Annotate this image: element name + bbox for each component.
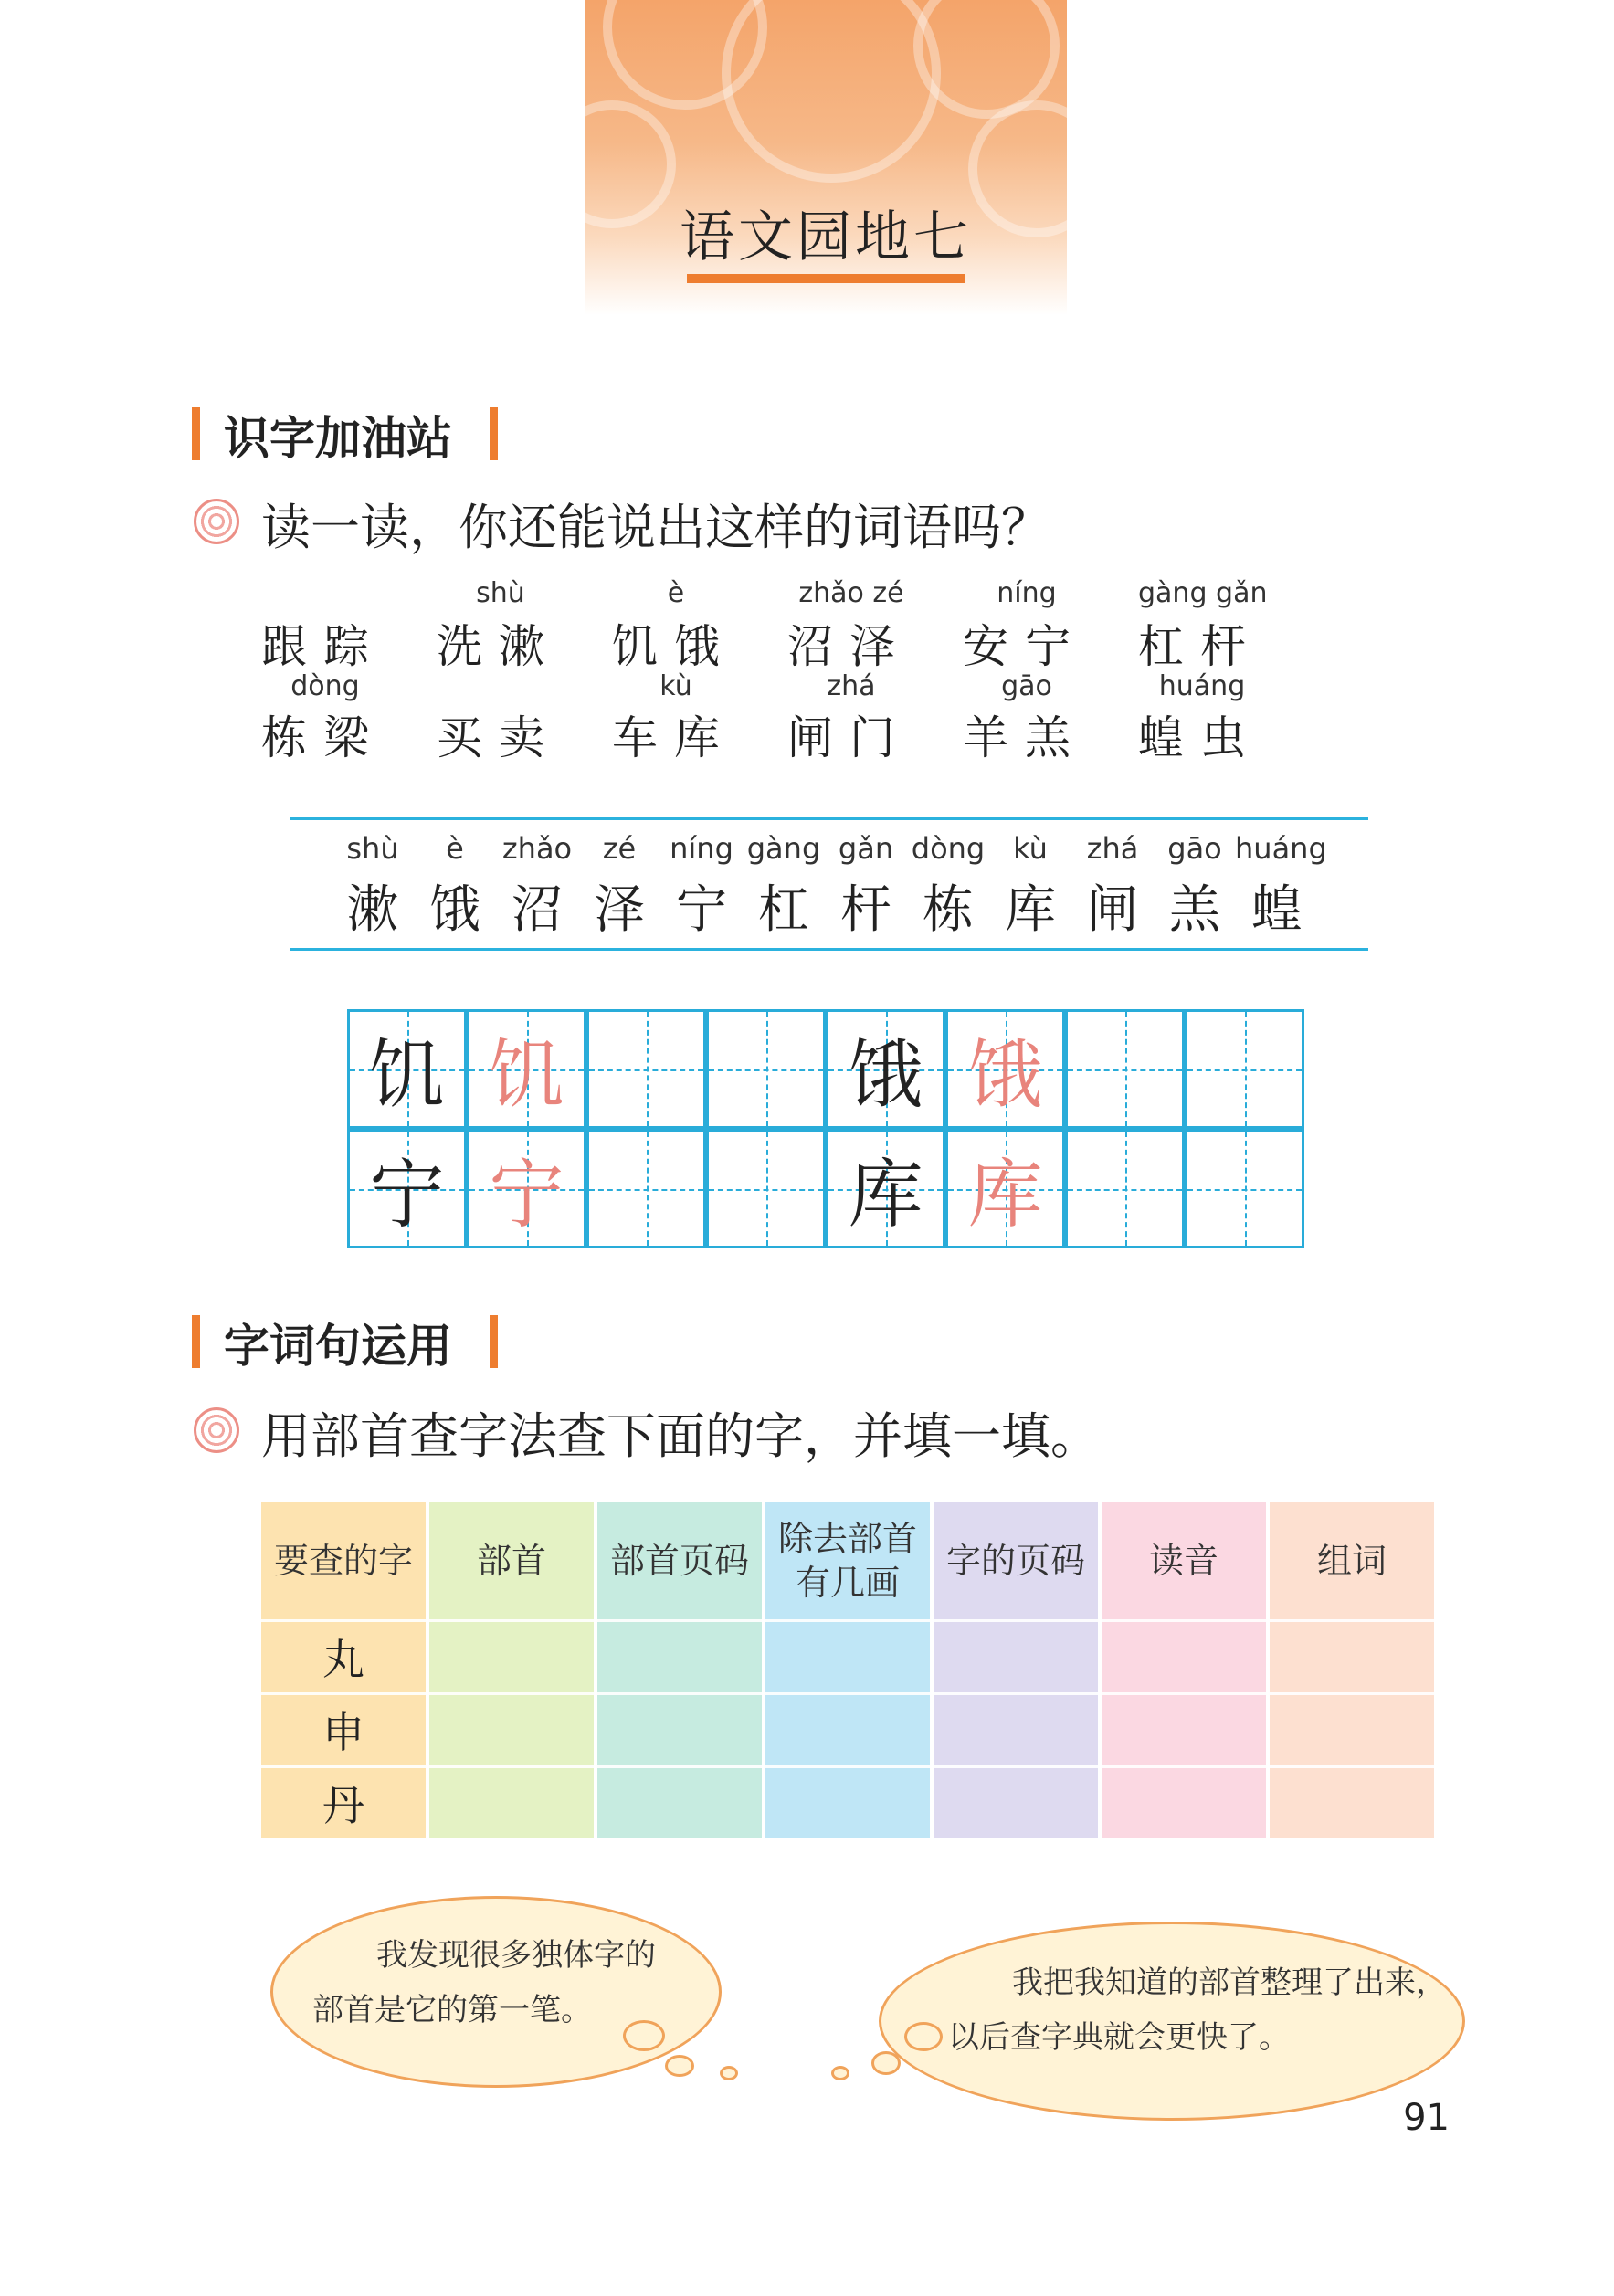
table-cell bbox=[597, 1765, 762, 1838]
thought-dot bbox=[623, 2020, 665, 2051]
word-item: 闸门 bbox=[787, 711, 912, 764]
section-bar-right bbox=[490, 407, 498, 460]
model-char: 宁 bbox=[369, 1152, 445, 1238]
trace-char: 库 bbox=[967, 1152, 1043, 1238]
table-header: 部首 bbox=[476, 1541, 546, 1581]
grid-cell bbox=[1065, 1129, 1185, 1248]
new-char-pinyin: zhǎo bbox=[501, 831, 573, 866]
pinyin-label: dòng bbox=[290, 670, 360, 702]
table-cell bbox=[1102, 1765, 1266, 1838]
table-cell bbox=[765, 1765, 930, 1838]
table-cell bbox=[765, 1619, 930, 1691]
new-char-pinyin: è bbox=[446, 831, 464, 866]
new-char: 泽 bbox=[594, 880, 645, 940]
new-char-pinyin: níng bbox=[670, 831, 733, 866]
section-title-usage: 字词句运用 bbox=[224, 1320, 452, 1373]
pinyin-label: zhǎo zé bbox=[798, 577, 904, 609]
table-cell bbox=[934, 1692, 1098, 1764]
pinyin-label: zhá bbox=[827, 670, 876, 702]
grid-cell bbox=[347, 1129, 467, 1248]
table-column bbox=[429, 1502, 594, 1838]
table-column bbox=[1270, 1502, 1434, 1838]
table-cell: 丹 bbox=[261, 1765, 426, 1838]
grid-cell bbox=[706, 1009, 826, 1129]
table-header: 要查的字 bbox=[273, 1541, 413, 1581]
grid-guide bbox=[709, 1069, 823, 1071]
new-char: 饿 bbox=[429, 880, 480, 940]
grid-cell bbox=[706, 1129, 826, 1248]
new-char: 蝗 bbox=[1251, 880, 1303, 940]
table-cell bbox=[1102, 1692, 1266, 1764]
table-cell bbox=[765, 1692, 930, 1764]
word-item: 沼泽 bbox=[787, 620, 912, 673]
table-header: 部首页码 bbox=[609, 1541, 749, 1581]
new-char-pinyin: zé bbox=[602, 831, 637, 866]
word-item: 栋梁 bbox=[261, 711, 385, 764]
new-char-pinyin: gāo bbox=[1167, 831, 1222, 866]
grid-guide bbox=[1068, 1069, 1182, 1071]
new-char-pinyin: kù bbox=[1013, 831, 1048, 866]
table-header: 读音 bbox=[1148, 1541, 1218, 1581]
table-cell bbox=[429, 1692, 594, 1764]
new-char-pinyin: dòng bbox=[911, 831, 986, 866]
model-char: 库 bbox=[848, 1152, 923, 1238]
table-cell bbox=[429, 1619, 594, 1691]
table-cell bbox=[934, 1619, 1098, 1691]
new-char: 羔 bbox=[1169, 880, 1220, 940]
pinyin-label: gāo bbox=[1001, 670, 1052, 702]
grid-cell bbox=[1185, 1129, 1304, 1248]
table-cell: 申 bbox=[261, 1692, 426, 1764]
grid-cell bbox=[586, 1129, 706, 1248]
writing-practice-grid bbox=[347, 1009, 1304, 1248]
grid-cell bbox=[945, 1009, 1065, 1129]
bubble-left-line-2: 部首是它的第一笔。 bbox=[312, 1992, 592, 2028]
section-bar-left bbox=[192, 407, 200, 460]
new-char: 杠 bbox=[758, 880, 809, 940]
new-char-pinyin: huáng bbox=[1235, 831, 1327, 866]
instruction-read: 读一读，你还能说出这样的词语吗？ bbox=[261, 499, 1050, 556]
table-cell bbox=[1102, 1619, 1266, 1691]
table-cell: 丸 bbox=[261, 1619, 426, 1691]
new-char-pinyin: shù bbox=[346, 831, 399, 866]
model-char: 饥 bbox=[369, 1032, 445, 1119]
table-header: 组词 bbox=[1316, 1541, 1387, 1581]
new-char: 沼 bbox=[512, 880, 563, 940]
divider-top bbox=[290, 817, 1368, 820]
thought-dot bbox=[831, 2066, 849, 2080]
section-title-literacy: 识字加油站 bbox=[224, 412, 452, 465]
grid-guide bbox=[589, 1189, 703, 1191]
bubble-right-line-2: 以后查字典就会更快了。 bbox=[948, 2019, 1290, 2056]
table-header: 字的页码 bbox=[945, 1541, 1085, 1581]
table-cell bbox=[597, 1692, 762, 1764]
table-column bbox=[765, 1502, 930, 1838]
thought-dot bbox=[720, 2066, 738, 2080]
spiral-bullet-icon-2 bbox=[194, 1407, 239, 1453]
pinyin-label: shù bbox=[476, 577, 525, 609]
grid-cell bbox=[467, 1009, 586, 1129]
word-item: 车库 bbox=[612, 711, 736, 764]
word-item: 羊羔 bbox=[963, 711, 1087, 764]
table-column bbox=[934, 1502, 1098, 1838]
grid-guide bbox=[709, 1189, 823, 1191]
table-cell bbox=[1270, 1765, 1434, 1838]
trace-char: 饿 bbox=[967, 1032, 1043, 1119]
grid-cell bbox=[945, 1129, 1065, 1248]
grid-guide bbox=[1068, 1189, 1182, 1191]
grid-cell bbox=[1185, 1009, 1304, 1129]
pinyin-label: è bbox=[667, 577, 685, 609]
table-column bbox=[597, 1502, 762, 1838]
table-cell bbox=[429, 1765, 594, 1838]
new-char: 栋 bbox=[923, 880, 974, 940]
pinyin-label: huáng bbox=[1158, 670, 1246, 702]
radical-lookup-table bbox=[261, 1502, 1436, 1838]
thought-dot bbox=[904, 2022, 943, 2051]
word-item: 蝗虫 bbox=[1138, 711, 1262, 764]
grid-cell bbox=[826, 1129, 945, 1248]
thought-dot bbox=[871, 2051, 901, 2075]
grid-cell bbox=[467, 1129, 586, 1248]
table-cell bbox=[934, 1765, 1098, 1838]
new-char: 库 bbox=[1005, 880, 1056, 940]
section-bar-left-2 bbox=[192, 1315, 200, 1368]
new-char: 闸 bbox=[1087, 880, 1138, 940]
new-char-pinyin: zhá bbox=[1086, 831, 1139, 866]
grid-guide bbox=[1187, 1069, 1302, 1071]
pinyin-label: kù bbox=[659, 670, 692, 702]
word-item: 安宁 bbox=[963, 620, 1087, 673]
grid-cell bbox=[826, 1009, 945, 1129]
word-item: 饥饿 bbox=[612, 620, 736, 673]
grid-cell bbox=[586, 1009, 706, 1129]
grid-cell bbox=[1065, 1009, 1185, 1129]
word-item: 跟踪 bbox=[261, 620, 385, 673]
pinyin-label: níng bbox=[997, 577, 1057, 609]
new-char-pinyin: gǎn bbox=[838, 831, 894, 866]
model-char: 饿 bbox=[848, 1032, 923, 1119]
trace-char: 宁 bbox=[489, 1152, 564, 1238]
page-title: 语文园地七 bbox=[680, 205, 972, 269]
trace-char: 饥 bbox=[489, 1032, 564, 1119]
table-cell bbox=[597, 1619, 762, 1691]
table-cell bbox=[1270, 1619, 1434, 1691]
divider-bottom bbox=[290, 948, 1368, 951]
instruction-lookup: 用部首查字法查下面的字，并填一填。 bbox=[261, 1407, 1100, 1465]
pinyin-label: gàng gǎn bbox=[1138, 577, 1268, 609]
grid-guide bbox=[1187, 1189, 1302, 1191]
new-char-pinyin: gàng bbox=[746, 831, 821, 866]
spiral-bullet-icon bbox=[194, 499, 239, 544]
section-bar-right-2 bbox=[490, 1315, 498, 1368]
new-char: 宁 bbox=[676, 880, 727, 940]
page-number: 91 bbox=[1403, 2097, 1450, 2139]
word-item: 杠杆 bbox=[1138, 620, 1262, 673]
grid-guide bbox=[589, 1069, 703, 1071]
table-cell bbox=[1270, 1692, 1434, 1764]
table-header: 除去部首有几画 bbox=[778, 1519, 918, 1603]
thought-dot bbox=[665, 2055, 694, 2077]
new-char: 杆 bbox=[840, 880, 891, 940]
table-column bbox=[261, 1502, 426, 1838]
grid-cell bbox=[347, 1009, 467, 1129]
title-underline bbox=[687, 274, 965, 283]
new-char: 漱 bbox=[347, 880, 398, 940]
word-item: 洗漱 bbox=[437, 620, 561, 673]
table-column bbox=[1102, 1502, 1266, 1838]
bubble-left-line-1: 我发现很多独体字的 bbox=[376, 1937, 656, 1974]
bubble-right-line-1: 我把我知道的部首整理了出来， bbox=[1012, 1964, 1447, 2001]
word-item: 买卖 bbox=[437, 711, 561, 764]
